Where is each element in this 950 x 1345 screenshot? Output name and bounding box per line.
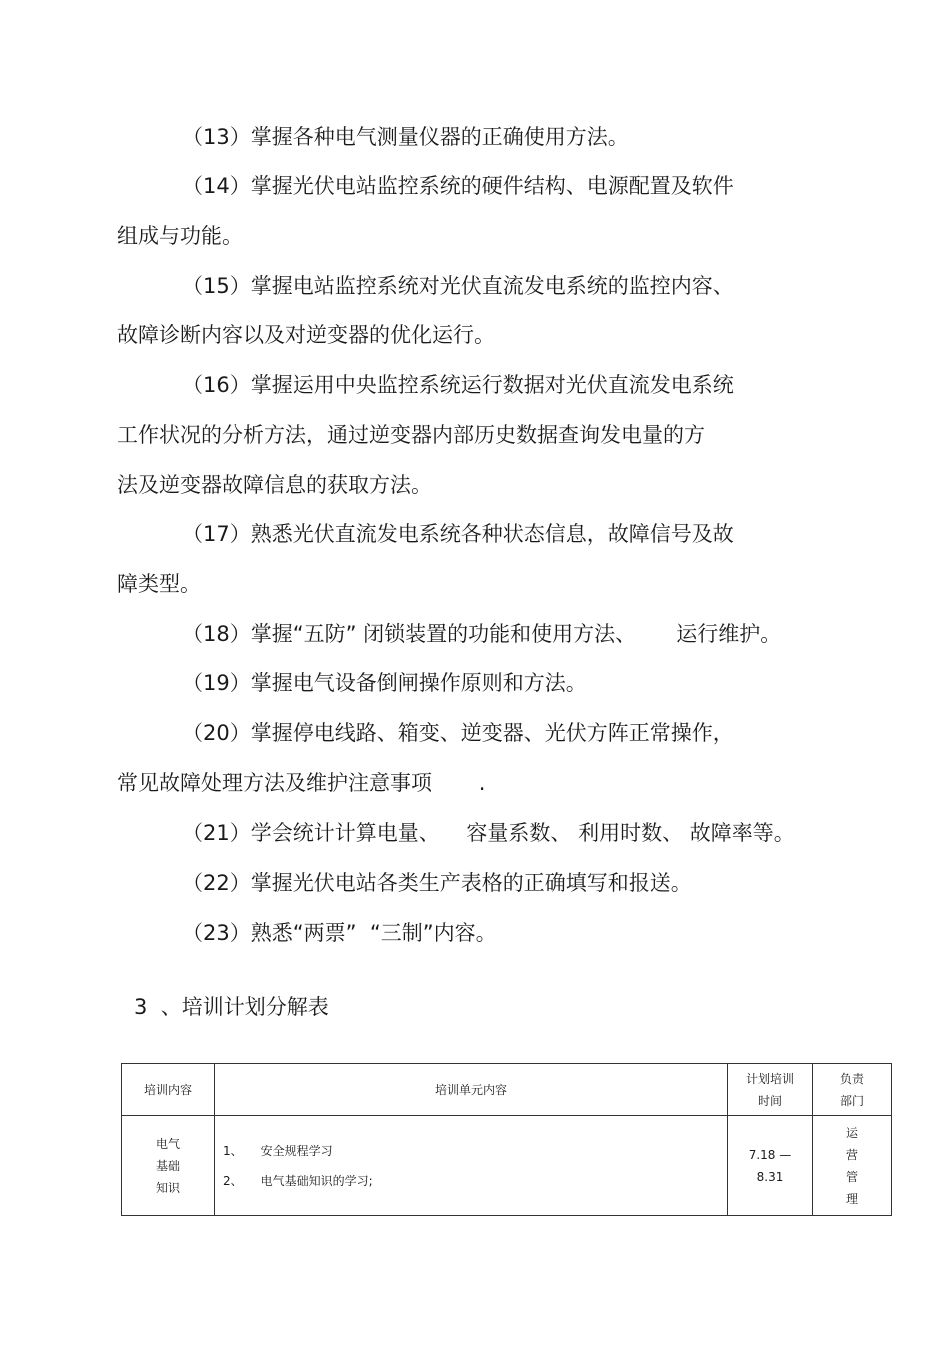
list-item-20: （20）掌握停电线路、箱变、逆变器、光伏方阵正常操作， [182,721,734,745]
table-row [122,1116,892,1216]
list-item-17: （17）熟悉光伏直流发电系统各种状态信息，故障信号及故 [182,522,734,546]
cell-unit-content [215,1116,728,1216]
dept-line-1: 运 [845,1125,858,1140]
dept-line-2: 营 [845,1147,858,1162]
dept-line-3: 管 [845,1169,858,1184]
list-item-16: （16）掌握运用中央监控系统运行数据对光伏直流发电系统 [182,373,734,397]
list-item-14-cont: 组成与功能。 [117,224,243,248]
header-unit-content: 培训单元内容 [215,1064,728,1116]
list-item-15: （15）掌握电站监控系统对光伏直流发电系统的监控内容、 [182,274,734,298]
list-item-15-cont: 故障诊断内容以及对逆变器的优化运行。 [117,323,495,347]
header-dept-line-2: 部门 [839,1093,864,1108]
list-item-18: （18）掌握“五防” 闭锁装置的功能和使用方法、 运行维护。 [182,622,782,646]
header-training-content: 培训内容 [122,1064,215,1116]
cell-responsible-dept [813,1116,892,1216]
unit-item-1-number: 1、 [223,1143,243,1158]
list-item-20-cont: 常见故障处理方法及维护注意事项 . [117,771,486,795]
header-time-line-1: 计划培训 [745,1071,794,1086]
header-responsible-dept [813,1064,892,1116]
header-planned-time [728,1064,813,1116]
list-item-14: （14）掌握光伏电站监控系统的硬件结构、电源配置及软件 [182,174,734,198]
content-line-2: 基础 [155,1158,180,1173]
unit-item-2-text: 电气基础知识的学习; [260,1173,373,1188]
training-plan-table [121,1063,892,1216]
unit-item-1-text: 安全规程学习 [260,1143,333,1158]
unit-item-1 [223,1141,727,1161]
time-line-1: 7.18 — [748,1147,792,1162]
time-line-2: 8.31 [756,1169,784,1184]
content-line-1: 电气 [155,1136,180,1151]
unit-item-2 [223,1171,727,1191]
unit-item-2-number: 2、 [223,1173,243,1188]
section-heading: 3 、培训计划分解表 [134,995,329,1019]
list-item-21: （21）学会统计计算电量、 容量系数、 利用时数、 故障率等。 [182,821,795,845]
table-header-row [122,1064,892,1116]
list-item-17-cont: 障类型。 [117,572,201,596]
list-item-16-cont-2: 法及逆变器故障信息的获取方法。 [117,473,432,497]
list-item-22: （22）掌握光伏电站各类生产表格的正确填写和报送。 [182,871,692,895]
cell-training-content [122,1116,215,1216]
dept-line-4: 理 [845,1191,858,1206]
content-line-3: 知识 [155,1180,180,1195]
list-item-13: （13）掌握各种电气测量仪器的正确使用方法。 [182,125,629,149]
header-time-line-2: 时间 [757,1093,782,1108]
header-dept-line-1: 负责 [839,1071,864,1086]
cell-planned-time [728,1116,813,1216]
list-item-16-cont-1: 工作状况的分析方法，通过逆变器内部历史数据查询发电量的方 [117,423,705,447]
list-item-19: （19）掌握电气设备倒闸操作原则和方法。 [182,671,587,695]
list-item-23: （23）熟悉“两票” “三制”内容。 [182,921,497,945]
